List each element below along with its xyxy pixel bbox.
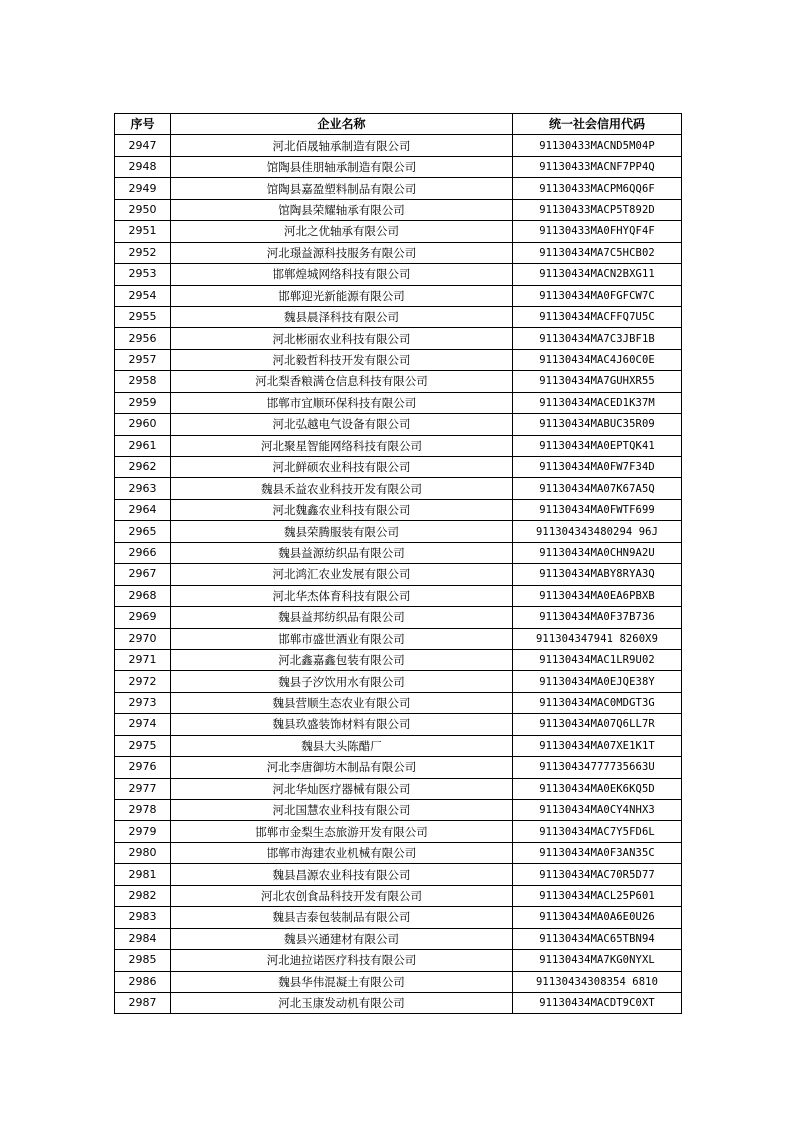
table-row [115, 714, 682, 735]
row-company-name: 邯郸市宜顺环保科技有限公司 [171, 392, 513, 413]
table-row [115, 285, 682, 306]
table-row [115, 628, 682, 649]
row-company-name: 河北鸿汇农业发展有限公司 [171, 564, 513, 585]
row-credit-code: 91130434MA0EPTQK41 [513, 435, 682, 456]
row-credit-code: 91130434MACED1K37M [513, 392, 682, 413]
row-company-name: 魏县晨泽科技有限公司 [171, 306, 513, 327]
row-seq: 2985 [115, 950, 171, 971]
table-row [115, 328, 682, 349]
row-credit-code: 91130433MACPM6QQ6F [513, 178, 682, 199]
table-row [115, 692, 682, 713]
table-row [115, 521, 682, 542]
table-row [115, 928, 682, 949]
row-credit-code: 91130433MACP5T892D [513, 199, 682, 220]
table-row [115, 242, 682, 263]
row-credit-code: 91130434MAC7Y5FD6L [513, 821, 682, 842]
table-row [115, 735, 682, 756]
table-row [115, 971, 682, 992]
row-seq: 2983 [115, 907, 171, 928]
row-seq: 2978 [115, 800, 171, 821]
table-row [115, 607, 682, 628]
table-row [115, 564, 682, 585]
row-seq: 2981 [115, 864, 171, 885]
row-seq: 2961 [115, 435, 171, 456]
row-seq: 2958 [115, 371, 171, 392]
table-row [115, 264, 682, 285]
row-credit-code: 91130434MAC65TBN94 [513, 928, 682, 949]
row-credit-code: 91130434MAC70R5D77 [513, 864, 682, 885]
table-row [115, 950, 682, 971]
row-seq: 2955 [115, 306, 171, 327]
row-credit-code: 91130434MA7C3JBF1B [513, 328, 682, 349]
row-company-name: 馆陶县嘉盈塑料制品有限公司 [171, 178, 513, 199]
row-credit-code: 91130434MACFFQ7U5C [513, 306, 682, 327]
row-credit-code: 91130433MACNF7PP4Q [513, 156, 682, 177]
company-registry-table [114, 113, 682, 1014]
row-company-name: 魏县玖盛装饰材料有限公司 [171, 714, 513, 735]
table-row [115, 542, 682, 563]
row-credit-code: 91130434MA07XE1K1T [513, 735, 682, 756]
table-row [115, 371, 682, 392]
row-credit-code: 91130434MAC0MDGT3G [513, 692, 682, 713]
row-company-name: 魏县益邦纺织品有限公司 [171, 607, 513, 628]
row-seq: 2962 [115, 457, 171, 478]
table-row [115, 842, 682, 863]
row-credit-code: 91130433MACND5M04P [513, 135, 682, 156]
row-company-name: 邯郸市金梨生态旅游开发有限公司 [171, 821, 513, 842]
table-row [115, 349, 682, 370]
row-seq: 2977 [115, 778, 171, 799]
row-company-name: 河北华灿医疗器械有限公司 [171, 778, 513, 799]
row-credit-code: 91130434MA7GUHXR55 [513, 371, 682, 392]
row-seq: 2964 [115, 499, 171, 520]
row-company-name: 河北之优轴承有限公司 [171, 221, 513, 242]
row-credit-code: 91130434MA0A6E0U26 [513, 907, 682, 928]
row-company-name: 魏县荣腾服装有限公司 [171, 521, 513, 542]
row-company-name: 河北迪拉诺医疗科技有限公司 [171, 950, 513, 971]
row-seq: 2960 [115, 414, 171, 435]
row-credit-code: 91130434MABUC35R09 [513, 414, 682, 435]
table-row [115, 156, 682, 177]
row-credit-code: 91130434MA7KG0NYXL [513, 950, 682, 971]
row-credit-code: 91130434MACN2BXG11 [513, 264, 682, 285]
row-seq: 2949 [115, 178, 171, 199]
row-company-name: 河北鲜硕农业科技有限公司 [171, 457, 513, 478]
row-seq: 2982 [115, 885, 171, 906]
row-credit-code: 91130434MA0F3AN35C [513, 842, 682, 863]
table-row [115, 221, 682, 242]
table-row [115, 992, 682, 1013]
row-seq: 2950 [115, 199, 171, 220]
row-company-name: 魏县昌源农业科技有限公司 [171, 864, 513, 885]
table-row [115, 392, 682, 413]
header-credit-code: 统一社会信用代码 [513, 114, 682, 135]
row-company-name: 魏县大头陈醋厂 [171, 735, 513, 756]
row-seq: 2976 [115, 757, 171, 778]
row-company-name: 河北国慧农业科技有限公司 [171, 800, 513, 821]
row-company-name: 魏县益源纺织品有限公司 [171, 542, 513, 563]
row-credit-code: 91130434MA0F37B736 [513, 607, 682, 628]
row-company-name: 河北聚星智能网络科技有限公司 [171, 435, 513, 456]
row-credit-code: 91130434MA7C5HCB02 [513, 242, 682, 263]
row-seq: 2948 [115, 156, 171, 177]
row-seq: 2966 [115, 542, 171, 563]
row-credit-code: 91130434MA0EA6PBXB [513, 585, 682, 606]
row-credit-code: 91130434308354 6810 [513, 971, 682, 992]
row-seq: 2986 [115, 971, 171, 992]
table-row [115, 800, 682, 821]
row-company-name: 河北佰晟轴承制造有限公司 [171, 135, 513, 156]
row-company-name: 河北毅哲科技开发有限公司 [171, 349, 513, 370]
row-company-name: 魏县禾益农业科技开发有限公司 [171, 478, 513, 499]
row-seq: 2952 [115, 242, 171, 263]
row-credit-code: 91130434MA0FWTF699 [513, 499, 682, 520]
table-row [115, 778, 682, 799]
row-company-name: 河北玉康发动机有限公司 [171, 992, 513, 1013]
row-company-name: 河北华杰体育科技有限公司 [171, 585, 513, 606]
row-company-name: 魏县吉泰包装制品有限公司 [171, 907, 513, 928]
row-company-name: 河北璟益源科技服务有限公司 [171, 242, 513, 263]
row-credit-code: 91130433MA0FHYQF4F [513, 221, 682, 242]
row-seq: 2984 [115, 928, 171, 949]
row-company-name: 魏县兴通建材有限公司 [171, 928, 513, 949]
row-seq: 2947 [115, 135, 171, 156]
table-header-row [115, 114, 682, 135]
row-company-name: 魏县子汐饮用水有限公司 [171, 671, 513, 692]
row-company-name: 邯郸煌城网络科技有限公司 [171, 264, 513, 285]
row-company-name: 河北鑫嘉鑫包装有限公司 [171, 649, 513, 670]
table-body [115, 135, 682, 1014]
row-credit-code: 91130434MABY8RYA3Q [513, 564, 682, 585]
row-credit-code: 911304347941 8260X9 [513, 628, 682, 649]
table-row [115, 178, 682, 199]
row-company-name: 邯郸市盛世酒业有限公司 [171, 628, 513, 649]
table-row [115, 907, 682, 928]
row-seq: 2951 [115, 221, 171, 242]
row-company-name: 河北梨香粮满仓信息科技有限公司 [171, 371, 513, 392]
row-seq: 2979 [115, 821, 171, 842]
row-credit-code: 91130434MA07Q6LL7R [513, 714, 682, 735]
row-seq: 2954 [115, 285, 171, 306]
row-seq: 2970 [115, 628, 171, 649]
table-row [115, 135, 682, 156]
table-row [115, 649, 682, 670]
row-credit-code: 911304343480294 96J [513, 521, 682, 542]
row-credit-code: 91130434777735663U [513, 757, 682, 778]
table-row [115, 435, 682, 456]
row-company-name: 邯郸迎光新能源有限公司 [171, 285, 513, 306]
row-company-name: 魏县营顺生态农业有限公司 [171, 692, 513, 713]
row-credit-code: 91130434MA07K67A5Q [513, 478, 682, 499]
header-seq: 序号 [115, 114, 171, 135]
row-credit-code: 91130434MACDT9C0XT [513, 992, 682, 1013]
row-company-name: 馆陶县佳朋轴承制造有限公司 [171, 156, 513, 177]
row-seq: 2972 [115, 671, 171, 692]
row-seq: 2953 [115, 264, 171, 285]
row-company-name: 河北魏鑫农业科技有限公司 [171, 499, 513, 520]
table-row [115, 885, 682, 906]
row-seq: 2974 [115, 714, 171, 735]
row-company-name: 河北农创食品科技开发有限公司 [171, 885, 513, 906]
row-seq: 2957 [115, 349, 171, 370]
row-company-name: 馆陶县荣耀轴承有限公司 [171, 199, 513, 220]
row-credit-code: 91130434MA0FW7F34D [513, 457, 682, 478]
row-credit-code: 91130434MAC4J60C0E [513, 349, 682, 370]
table-row [115, 199, 682, 220]
row-seq: 2975 [115, 735, 171, 756]
row-credit-code: 91130434MA0FGFCW7C [513, 285, 682, 306]
row-seq: 2968 [115, 585, 171, 606]
table-row [115, 864, 682, 885]
row-seq: 2969 [115, 607, 171, 628]
table-row [115, 499, 682, 520]
row-seq: 2980 [115, 842, 171, 863]
row-seq: 2973 [115, 692, 171, 713]
table-row [115, 306, 682, 327]
row-seq: 2963 [115, 478, 171, 499]
row-seq: 2956 [115, 328, 171, 349]
row-credit-code: 91130434MACL25P601 [513, 885, 682, 906]
table-row [115, 414, 682, 435]
row-credit-code: 91130434MA0EJQE38Y [513, 671, 682, 692]
row-seq: 2987 [115, 992, 171, 1013]
row-credit-code: 91130434MAC1LR9U02 [513, 649, 682, 670]
row-credit-code: 91130434MA0EK6KQ5D [513, 778, 682, 799]
table-row [115, 821, 682, 842]
row-seq: 2965 [115, 521, 171, 542]
row-company-name: 邯郸市海建农业机械有限公司 [171, 842, 513, 863]
row-seq: 2959 [115, 392, 171, 413]
row-seq: 2971 [115, 649, 171, 670]
header-company-name: 企业名称 [171, 114, 513, 135]
table-row [115, 478, 682, 499]
table-row [115, 757, 682, 778]
row-company-name: 河北李唐御坊木制品有限公司 [171, 757, 513, 778]
row-company-name: 河北弘越电气设备有限公司 [171, 414, 513, 435]
table-row [115, 457, 682, 478]
row-seq: 2967 [115, 564, 171, 585]
table-row [115, 671, 682, 692]
row-credit-code: 91130434MA0CY4NHX3 [513, 800, 682, 821]
row-credit-code: 91130434MA0CHN9A2U [513, 542, 682, 563]
table-row [115, 585, 682, 606]
row-company-name: 魏县华伟混凝土有限公司 [171, 971, 513, 992]
row-company-name: 河北彬丽农业科技有限公司 [171, 328, 513, 349]
